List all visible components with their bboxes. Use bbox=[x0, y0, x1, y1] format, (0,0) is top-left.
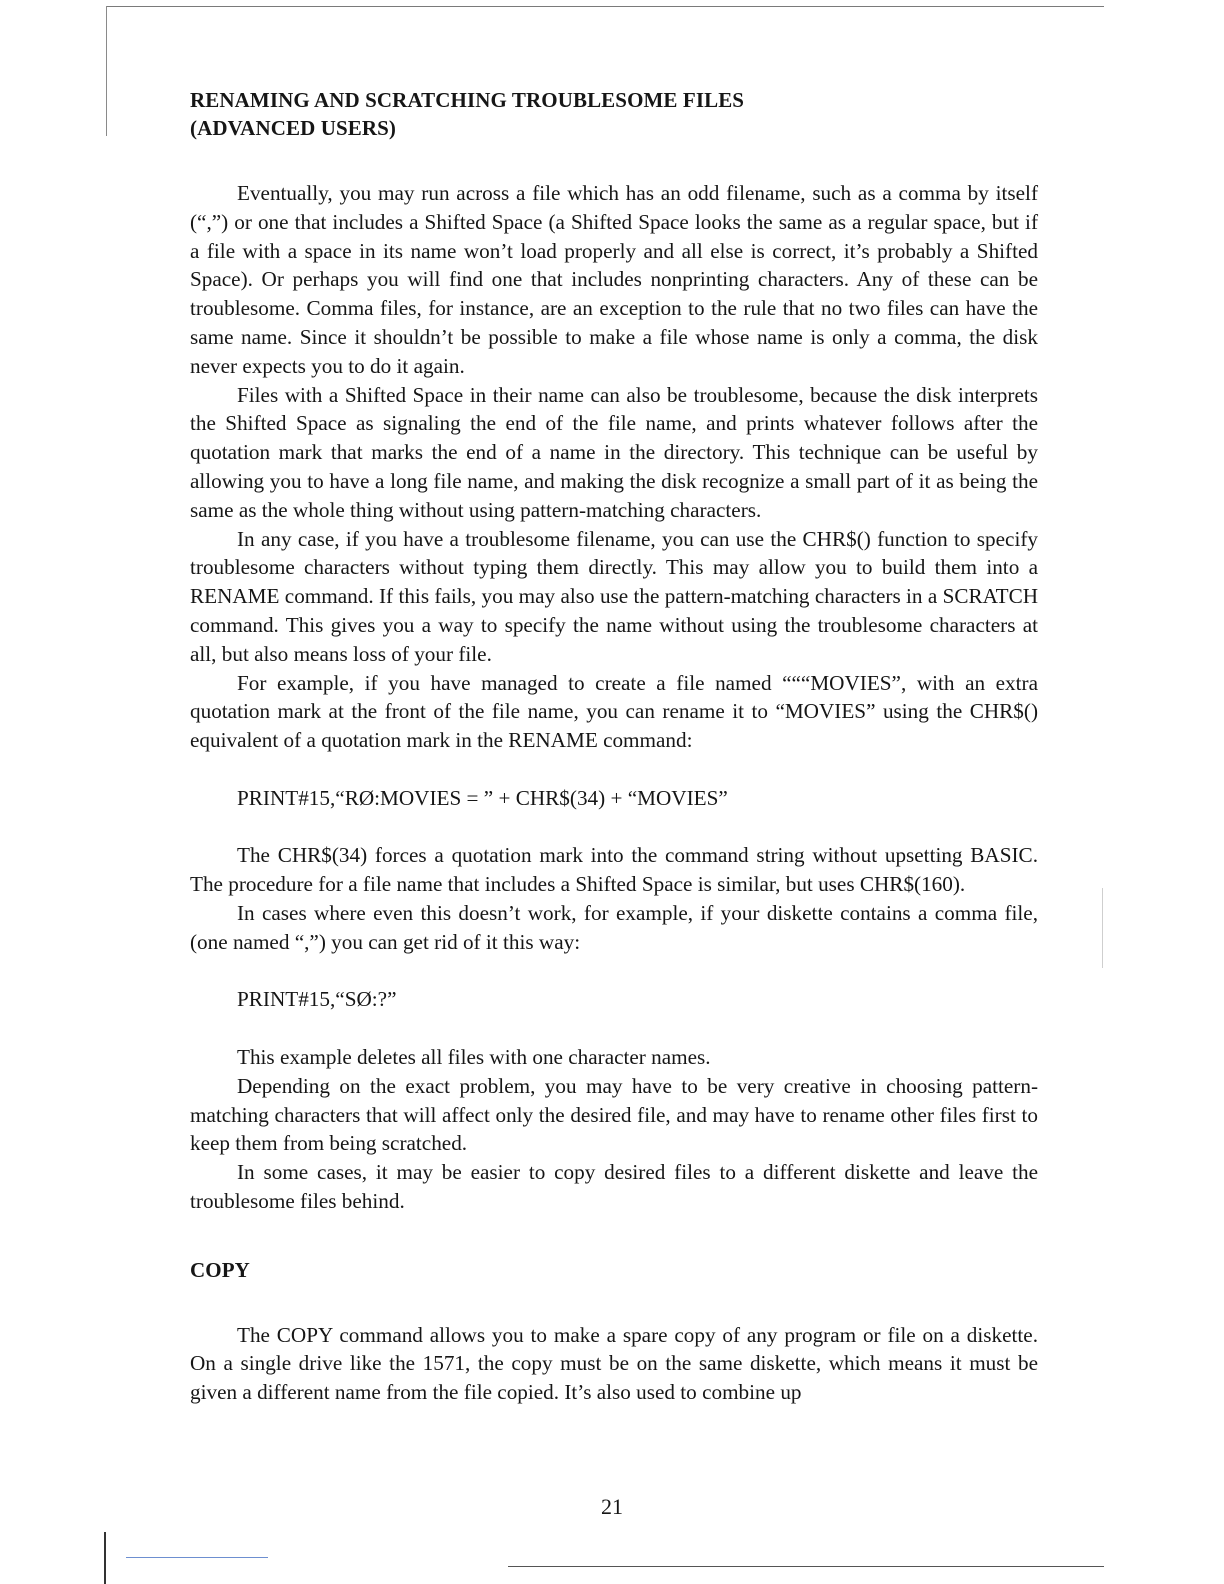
paragraph: In cases where even this doesn’t work, for example, if your diskette contains a comma file, (one named “,”) you can get rid of it this way: bbox=[190, 900, 1038, 954]
scan-mark-right bbox=[1102, 888, 1103, 968]
scan-border-bottom-left bbox=[126, 1557, 268, 1558]
section-heading-copy: COPY bbox=[190, 1257, 250, 1282]
paragraph: In some cases, it may be easier to copy desired files to a different diskette and leave the troublesome files behind. bbox=[190, 1160, 1038, 1213]
heading-line-2: (ADVANCED USERS) bbox=[190, 116, 396, 140]
scan-border-bottom-right bbox=[508, 1566, 1104, 1567]
paragraph: Depending on the exact problem, you may have to be very creative in choosing pattern-matching characters that will affect only the desired file, and may have to rename other files first to keep them from being scratched. bbox=[190, 1073, 1038, 1156]
heading-line-1: RENAMING AND SCRATCHING TROUBLESOME FILES bbox=[190, 88, 745, 112]
paragraph: Files with a Shifted Space in their name can also be troublesome, because the disk interprets the Shifted Space as signaling the end of the file name, and prints whatever follows after the quotation mark that marks the end of a name in the directory. This technique can be useful by allowing you to have a long file name, and making the disk recognize a small part of it as being the same as the whole thing without using pattern-matching characters. bbox=[190, 382, 1038, 522]
scan-border-top bbox=[106, 6, 1104, 7]
paragraph: For example, if you have managed to create a file named “““MOVIES”, with an extra quotation mark at the front of the file name, you can rename it to “MOVIES” using the CHR$() equivalent of a quotation mark in the RENAME command: bbox=[190, 670, 1038, 753]
paragraph: The CHR$(34) forces a quotation mark into the command string without upsetting BASIC. The procedure for a file name that includes a Shifted Space is similar, but uses CHR$(160). bbox=[190, 843, 1038, 897]
paragraph: The COPY command allows you to make a spare copy of any program or file on a diskette. On a single drive like the 1571, the copy must be on the same diskette, which means it must be given a different name from the file copied. It’s also used to combine up bbox=[190, 1322, 1038, 1405]
page-number: 21 bbox=[601, 1494, 623, 1519]
paragraph: Eventually, you may run across a file which has an odd filename, such as a comma by itself (“,”) or one that includes a Shifted Space (a Shifted Space looks the same as a regular space, but if a file with a space in its name won’t load properly and all else is correct, it’s probably a Shifted Space). Or perhaps you will find one that includes nonprinting characters. Any of these can be troublesome. Comma files, for instance, are an exception to the rule that no two files can have the same name. Since it shouldn’t be possible to make a file whose name is only a comma, the disk never expects you to do it again. bbox=[190, 181, 1038, 378]
code-example-rename: PRINT#15,“RØ:MOVIES = ” + CHR$(34) + “MOVIES” bbox=[237, 785, 728, 810]
section-heading-advanced-users bbox=[190, 114, 1038, 142]
scan-border-left bbox=[106, 6, 107, 136]
code-example-scratch: PRINT#15,“SØ:?” bbox=[237, 987, 397, 1012]
scan-border-left-bottom bbox=[104, 1532, 106, 1584]
paragraph: In any case, if you have a troublesome filename, you can use the CHR$() function to specify troublesome characters without typing them directly. This may allow you to build them into a RENAME command. If this fails, you may also use the pattern-matching characters in a SCRATCH command. This gives you a way to specify the name without using the troublesome characters at all, but also means loss of your file. bbox=[190, 526, 1038, 666]
paragraph: This example deletes all files with one character names. bbox=[237, 1044, 711, 1069]
page-body bbox=[190, 86, 1038, 1407]
section-heading-renaming bbox=[190, 86, 1038, 114]
